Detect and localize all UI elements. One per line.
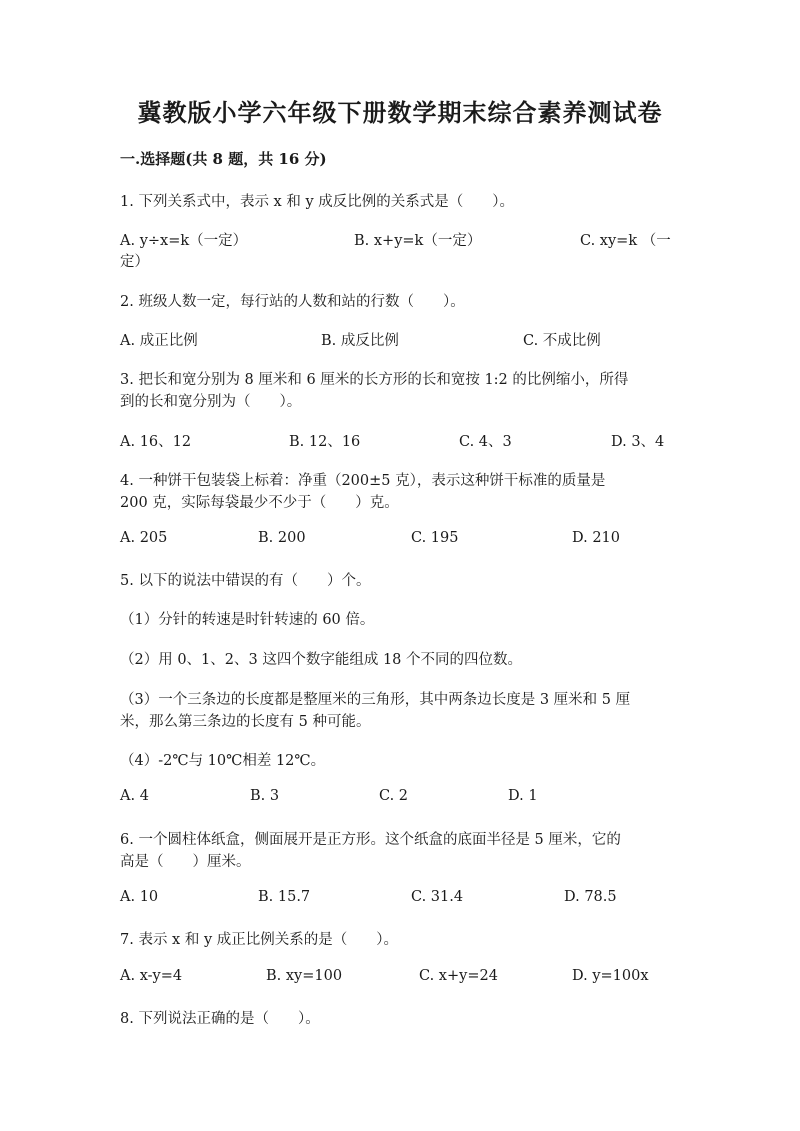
question-6-option-c: C. 31.4: [411, 889, 464, 905]
question-6-stem-line-1: 6. 一个圆柱体纸盒，侧面展开是正方形。这个纸盒的底面半径是 5 厘米，它的: [120, 832, 621, 848]
question-4-stem-line-1: 4. 一种饼干包装袋上标着：净重（200±5 克），表示这种饼干标准的质量是: [120, 473, 606, 489]
question-6-option-b: B. 15.7: [258, 889, 311, 905]
question-4-stem-line-2: 200 克，实际每袋最少不少于（ ）克。: [120, 495, 399, 511]
question-5-option-b: B. 3: [250, 788, 280, 804]
question-5-stem: 5. 以下的说法中错误的有（ ）个。: [120, 573, 371, 589]
question-1-option-b: B. x+y=k（一定）: [354, 233, 482, 249]
question-7-option-d: D. y=100x: [572, 968, 649, 984]
question-1-option-c: C. xy=k （一: [580, 233, 671, 249]
question-3-option-c: C. 4、3: [459, 434, 512, 450]
question-2-stem: 2. 班级人数一定，每行站的人数和站的行数（ ）。: [120, 294, 465, 310]
question-6-option-a: A. 10: [120, 889, 159, 905]
question-1-option-a: A. y÷x=k（一定）: [120, 233, 248, 249]
question-4-option-a: A. 205: [120, 530, 168, 546]
question-5-statement-2: （2）用 0、1、2、3 这四个数字能组成 18 个不同的四位数。: [120, 652, 523, 668]
section-heading: 一.选择题(共 8 题，共 16 分): [120, 150, 327, 168]
question-3-option-a: A. 16、12: [120, 434, 192, 450]
question-3-stem-line-1: 3. 把长和宽分别为 8 厘米和 6 厘米的长方形的长和宽按 1:2 的比例缩小，所得: [120, 372, 629, 388]
question-2-option-c: C. 不成比例: [523, 333, 601, 349]
question-6-option-d: D. 78.5: [564, 889, 617, 905]
question-7-option-b: B. xy=100: [266, 968, 343, 984]
question-5-statement-3-line-2: 米，那么第三条边的长度有 5 种可能。: [120, 714, 371, 730]
question-2-option-a: A. 成正比例: [120, 333, 198, 349]
question-3-stem-line-2: 到的长和宽分别为（ ）。: [120, 394, 302, 410]
question-7-option-a: A. x-y=4: [120, 968, 183, 984]
question-1-option-c-continued: 定）: [120, 254, 149, 270]
question-5-option-c: C. 2: [379, 788, 409, 804]
question-4-option-b: B. 200: [258, 530, 306, 546]
question-5-statement-3-line-1: （3）一个三条边的长度都是整厘米的三角形，其中两条边长度是 3 厘米和 5 厘: [120, 692, 631, 708]
question-2-option-b: B. 成反比例: [321, 333, 399, 349]
page-title: 冀教版小学六年级下册数学期末综合素养测试卷: [137, 98, 663, 127]
question-7-option-c: C. x+y=24: [419, 968, 498, 984]
question-5-option-a: A. 4: [120, 788, 149, 804]
question-5-option-d: D. 1: [508, 788, 538, 804]
question-4-option-d: D. 210: [572, 530, 621, 546]
question-1-stem: 1. 下列关系式中，表示 x 和 y 成反比例的关系式是（ ）。: [120, 194, 514, 210]
question-5-statement-1: （1）分针的转速是时针转速的 60 倍。: [120, 612, 375, 628]
question-6-stem-line-2: 高是（ ）厘米。: [120, 854, 251, 870]
question-4-option-c: C. 195: [411, 530, 459, 546]
question-7-stem: 7. 表示 x 和 y 成正比例关系的是（ ）。: [120, 932, 398, 948]
question-8-stem: 8. 下列说法正确的是（ ）。: [120, 1011, 320, 1027]
question-3-option-b: B. 12、16: [289, 434, 361, 450]
question-3-option-d: D. 3、4: [611, 434, 665, 450]
question-5-statement-4: （4）-2℃与 10℃相差 12℃。: [120, 753, 326, 769]
